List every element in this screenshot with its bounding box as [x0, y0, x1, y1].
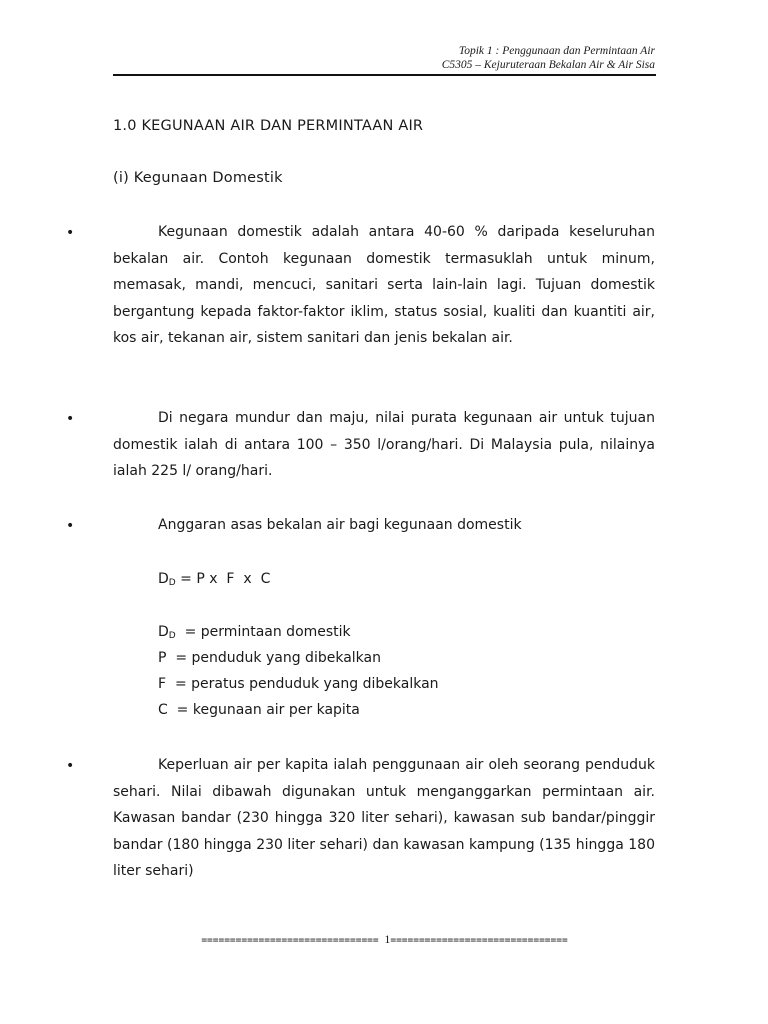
page-header — [95, 44, 655, 72]
subsection-title: (i) Kegunaan Domestik — [113, 170, 283, 186]
paragraph-1 — [113, 219, 655, 352]
section-title: 1.0 KEGUNAAN AIR DAN PERMINTAAN AIR — [113, 118, 424, 134]
page-footer: =============================== 1=============================== — [201, 932, 568, 946]
header-course: C5305 – Kejuruteraan Bekalan Air & Air Sisa — [441, 59, 655, 71]
definition-c: C = kegunaan air per kapita — [158, 702, 360, 718]
paragraph-2 — [113, 405, 655, 485]
page-number: 1 — [384, 932, 391, 946]
definition-f: F = peratus penduduk yang dibekalkan — [158, 676, 439, 692]
header-rule — [113, 74, 656, 76]
paragraph-3 — [113, 512, 655, 539]
bullet-4: • — [66, 758, 75, 774]
paragraph-2-text: Di negara mundur dan maju, nilai purata kegunaan air untuk tujuan domestik ialah di antara 100 – 350 l/orang/hari. Di Malaysia pula, nilainya ialah 225 l/ orang/hari. — [113, 410, 655, 479]
paragraph-1-text: Kegunaan domestik adalah antara 40-60 % daripada keseluruhan bekalan air. Contoh kegunaan domestik termasuklah untuk minum, memasak, mandi, mencuci, sanitari serta lain-lain lagi. Tujuan domestik bergantung kepada faktor-faktor iklim, status sosial, kualiti dan kuantiti air, kos air, tekanan air, sistem sanitari dan jenis bekalan air. — [113, 224, 655, 346]
bullet-1: • — [66, 225, 75, 241]
bullet-3: • — [66, 518, 75, 534]
definition-dd: $D_D$ = permintaan domestik — [158, 624, 351, 641]
bullet-2: • — [66, 411, 75, 427]
paragraph-4 — [113, 752, 655, 885]
definition-p: P = penduduk yang dibekalkan — [158, 650, 381, 666]
formula: $D_D = P$ x F x C — [158, 571, 271, 588]
paragraph-4-text: Keperluan air per kapita ialah penggunaan air oleh seorang penduduk sehari. Nilai dibawah digunakan untuk menganggarkan permintaan air. Kawasan bandar (230 hingga 320 liter sehari), kawasan sub bandar/pinggir bandar (180 hingga 230 liter sehari) dan kawasan kampung (135 hingga 180 liter sehari) — [113, 757, 655, 879]
paragraph-3-text: Anggaran asas bekalan air bagi kegunaan domestik — [158, 517, 522, 533]
header-topic: Topik 1 : Penggunaan dan Permintaan Air — [458, 45, 655, 57]
